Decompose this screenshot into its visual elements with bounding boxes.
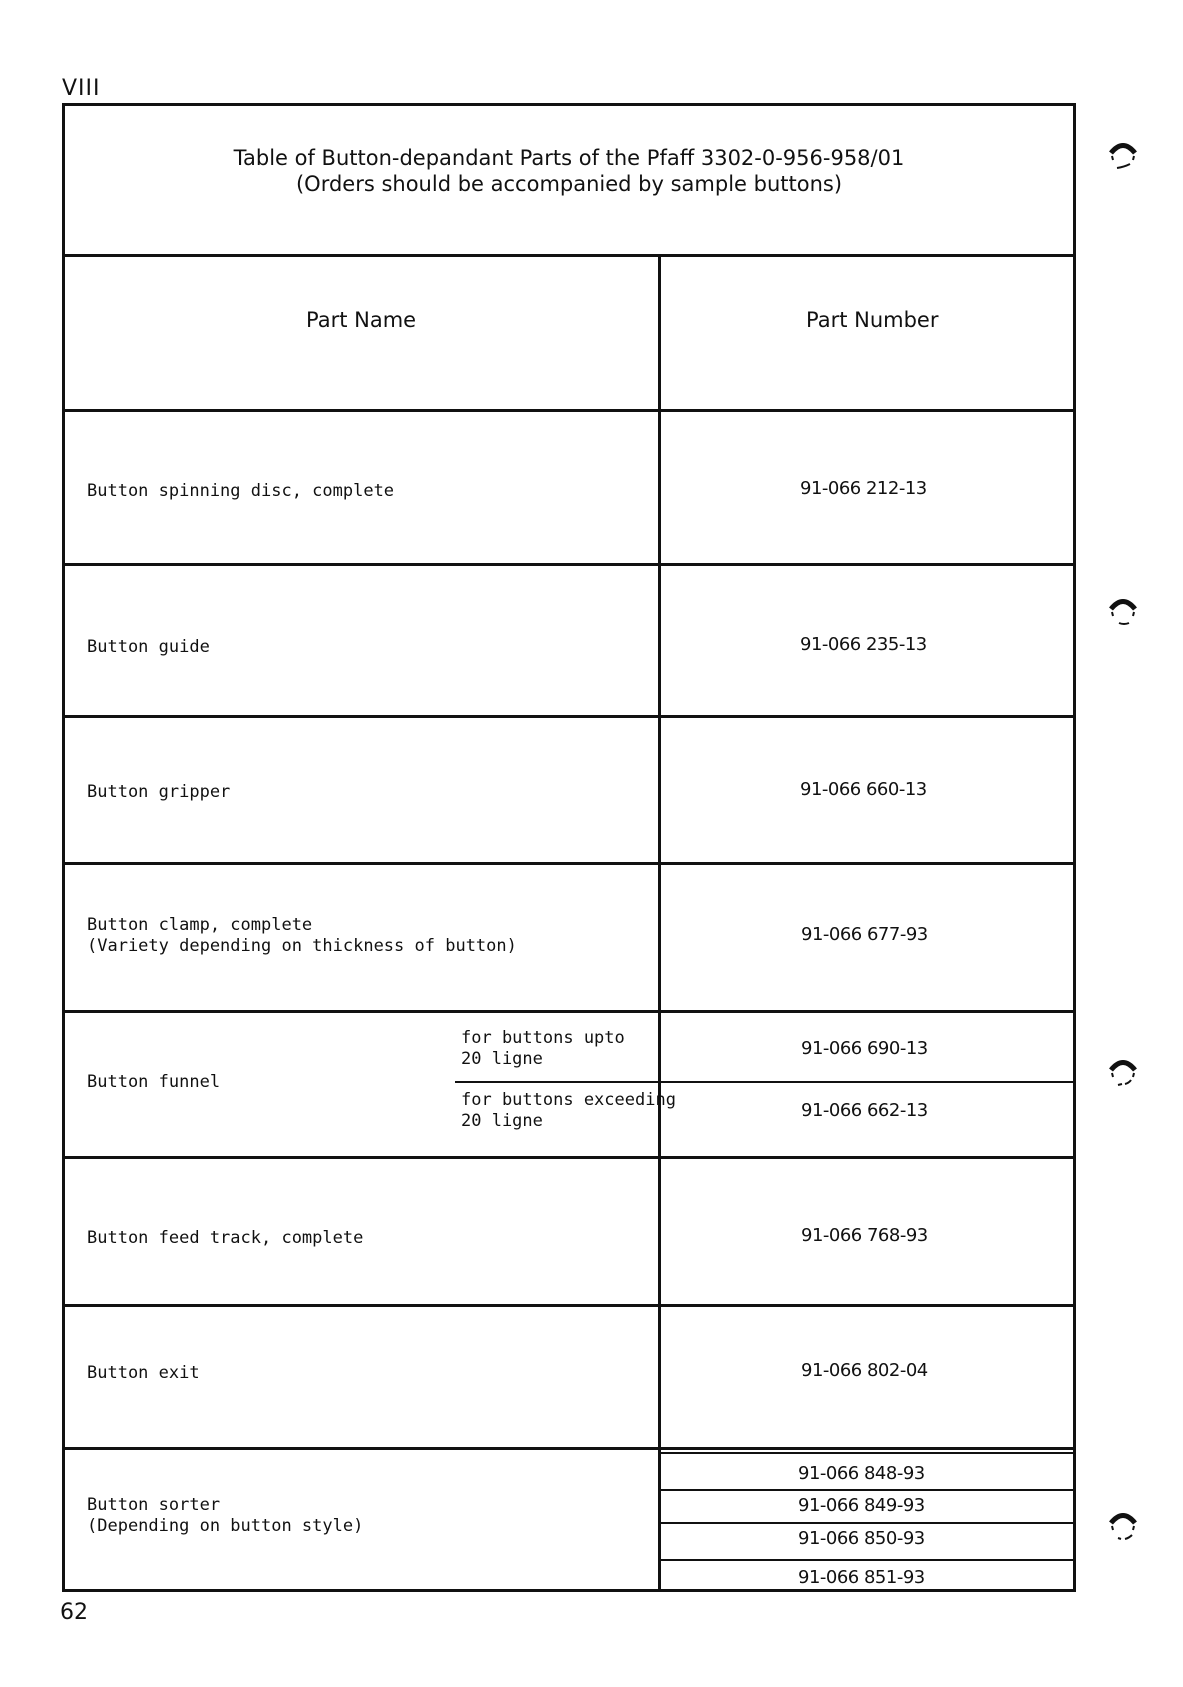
row-divider — [65, 862, 1073, 865]
row-divider — [65, 1304, 1073, 1307]
sorter-sub-divider — [661, 1489, 1076, 1491]
header-part-number: Part Number — [806, 308, 939, 332]
page-number: 62 — [60, 1600, 88, 1625]
part-name-button-sorter: Button sorter — [87, 1495, 221, 1515]
part-name-button-funnel: Button funnel — [87, 1072, 221, 1092]
row-divider — [65, 1447, 1073, 1450]
part-name-feed-track: Button feed track, complete — [87, 1228, 364, 1248]
part-name-button-clamp-note: (Variety depending on thickness of button) — [87, 936, 517, 956]
punch-hole-icon — [1108, 140, 1138, 172]
row-divider — [65, 1010, 1073, 1013]
funnel-variant-2-label: for buttons exceeding — [461, 1090, 676, 1110]
part-name-button-gripper: Button gripper — [87, 782, 231, 802]
part-number-button-clamp: 91-066 677-93 — [801, 924, 928, 945]
funnel-variant-2-size: 20 ligne — [461, 1111, 543, 1131]
column-divider — [658, 257, 661, 1592]
title-line-1: Table of Button-depandant Parts of the Pfaff 3302-0-956-958/01 — [233, 146, 905, 170]
funnel-variant-1-size: 20 ligne — [461, 1049, 543, 1069]
part-number-feed-track: 91-066 768-93 — [801, 1225, 928, 1246]
part-number-button-guide: 91-066 235-13 — [800, 634, 927, 655]
sorter-sub-divider — [661, 1452, 1076, 1454]
part-name-spinning-disc: Button spinning disc, complete — [87, 481, 395, 501]
sorter-sub-divider — [661, 1522, 1076, 1524]
part-name-button-exit: Button exit — [87, 1363, 200, 1383]
part-number-sorter-4: 91-066 851-93 — [798, 1567, 925, 1588]
punch-hole-icon — [1108, 1057, 1138, 1089]
part-name-button-sorter-note: (Depending on button style) — [87, 1516, 364, 1536]
funnel-sub-divider — [455, 1081, 1076, 1083]
row-divider — [65, 1156, 1073, 1159]
part-number-button-exit: 91-066 802-04 — [801, 1360, 928, 1381]
title-line-2: (Orders should be accompanied by sample buttons) — [295, 172, 843, 196]
part-number-button-gripper: 91-066 660-13 — [800, 779, 927, 800]
part-number-funnel-variant-2: 91-066 662-13 — [801, 1100, 928, 1121]
row-divider — [65, 409, 1073, 412]
part-number-spinning-disc: 91-066 212-13 — [800, 478, 927, 499]
punch-hole-icon — [1108, 1510, 1138, 1542]
parts-table — [62, 103, 1076, 1592]
table-title — [65, 106, 1073, 257]
sorter-sub-divider — [661, 1559, 1076, 1561]
part-number-funnel-variant-1: 91-066 690-13 — [801, 1038, 928, 1059]
part-name-button-clamp: Button clamp, complete — [87, 915, 313, 935]
part-name-button-guide: Button guide — [87, 637, 210, 657]
part-number-sorter-2: 91-066 849-93 — [798, 1495, 925, 1516]
header-part-name: Part Name — [306, 308, 417, 332]
part-number-sorter-1: 91-066 848-93 — [798, 1463, 925, 1484]
funnel-variant-1-label: for buttons upto — [461, 1028, 625, 1048]
punch-hole-icon — [1108, 596, 1138, 628]
row-divider — [65, 715, 1073, 718]
row-divider — [65, 563, 1073, 566]
part-number-sorter-3: 91-066 850-93 — [798, 1528, 925, 1549]
section-label: VIII — [62, 76, 101, 101]
